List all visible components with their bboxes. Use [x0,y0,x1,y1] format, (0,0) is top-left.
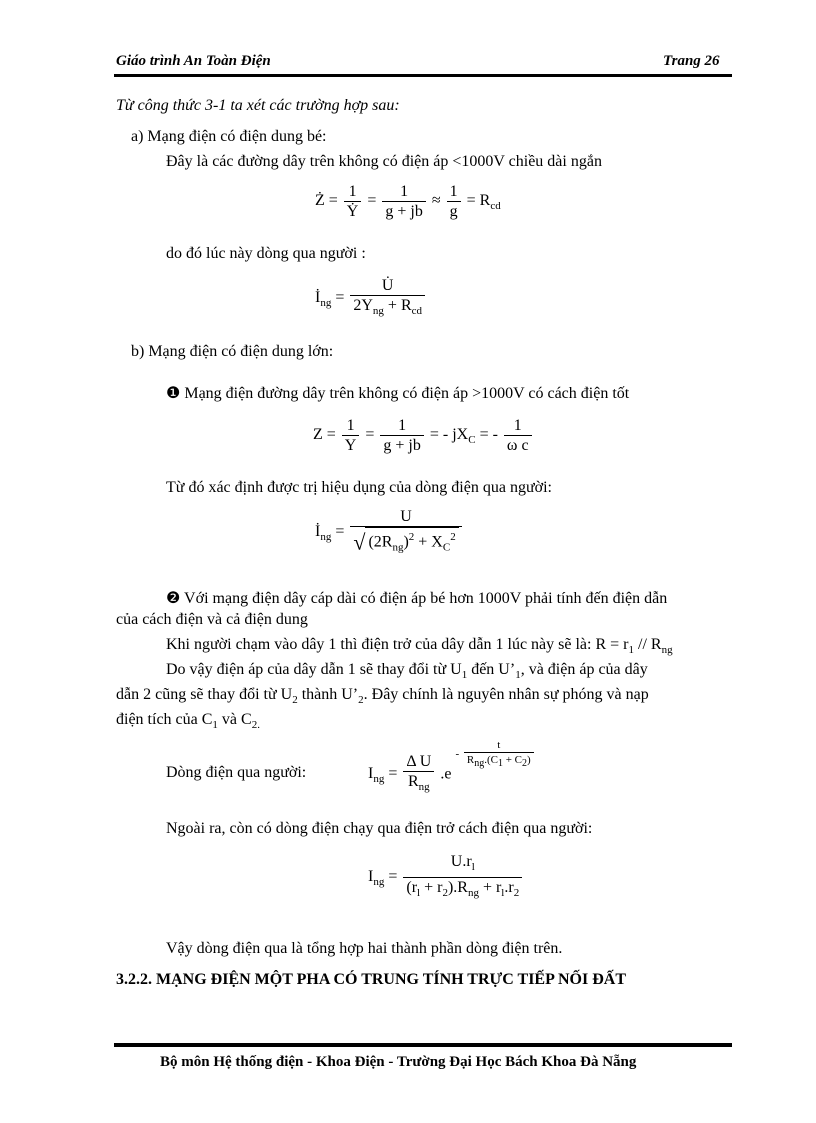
case-a-desc: Đây là các đường dây trên không có điện áp <1000V chiều dài ngắn [166,153,602,170]
equation-z-large-capacitance: Z = $\frac{1}{Y}$ = $\frac{1}{g + jb}$ = - $jX_C$ = - $\frac{1}{\text{ω c}}$ [313,416,534,455]
footer-rule [114,1043,732,1047]
equation-ing-rms: $İ_{ng}$ = $\frac{U}{√ (2R_{ng})^2 + X_C^2}$ [315,507,464,558]
voltage-change-line3: điện tích của $C_1$ và $C_{2.}$ [116,711,260,732]
equation-ing-leakage: $I_{ng}$ = $\frac{U.r_l}{(r_l + r_2).R_{ng} + r_l.r_2}$ [368,852,524,903]
case-a-after: do đó lúc này dòng qua người : [166,245,366,262]
header-rule [114,74,732,77]
case-b-item1: ❶ Mạng điện đường dây trên không có điện áp >1000V có cách điện tốt [166,385,630,402]
footer-text: Bộ môn Hệ thống điện - Khoa Điện - Trường Đại Học Bách Khoa Đà Nẵng [160,1054,637,1070]
header-title: Giáo trình An Toàn Điện [116,53,271,69]
case-b-item1-after: Từ đó xác định được trị hiệu dụng của dòng điện qua người: [166,479,552,496]
intro-text: Từ công thức 3-1 ta xét các trường hợp sau: [116,97,400,114]
summary-text: Vậy dòng điện qua là tổng hợp hai thành phần dòng điện trên. [166,940,563,957]
equation-ing-discharge: $I_{ng}$ = $\frac{\text{Δ U}}{R_{ng}}$ .e - $\frac{t}{R_{ng}.(C_1 + C_2)}$ [368,752,536,797]
case-a-title: a) Mạng điện có điện dung bé: [131,128,327,145]
current-label: Dòng điện qua người: [166,764,307,781]
section-heading: 3.2.2. MẠNG ĐIỆN MỘT PHA CÓ TRUNG TÍNH TRỰC TIẾP NỐI ĐẤT [116,971,626,988]
page-number: Trang 26 [663,53,720,69]
equation-ing-a: $İ_{ng}$ = $\frac{U̇}{2Y_{ng} + R_{cd}}$ [315,276,427,321]
touch-resistance-text: Khi người chạm vào dây 1 thì điện trở của dây dẫn 1 lúc này sẽ là: $R = r_1 // R_{ng}$ [166,636,673,657]
equation-z-small-capacitance: Ż = $\frac{1}{\text{Ẏ}}$ = $\frac{1}{g + jb}$ ≈ $\frac{1}{g}$ = $R_{cd}$ [315,183,501,220]
voltage-change-line2: dẫn 2 cũng sẽ thay đổi từ $U_2$ thành $U’_2$. Đây chính là nguyên nhân sự phóng và nạp [116,686,649,707]
case-b-title: b) Mạng điện có điện dung lớn: [131,343,334,360]
case-b-item2-line2: của cách điện và cả điện dung [116,611,308,628]
voltage-change-line1: Do vậy điện áp của dây dẫn 1 sẽ thay đổi từ $U_1$ đến $U’_1$, và điện áp của dây [166,661,648,682]
case-b-item2-line1: ❷ Với mạng điện dây cáp dài có điện áp bé hơn 1000V phải tính đến điện dẫn [166,590,668,607]
leakage-text: Ngoài ra, còn có dòng điện chạy qua điện trở cách điện qua người: [166,820,593,837]
